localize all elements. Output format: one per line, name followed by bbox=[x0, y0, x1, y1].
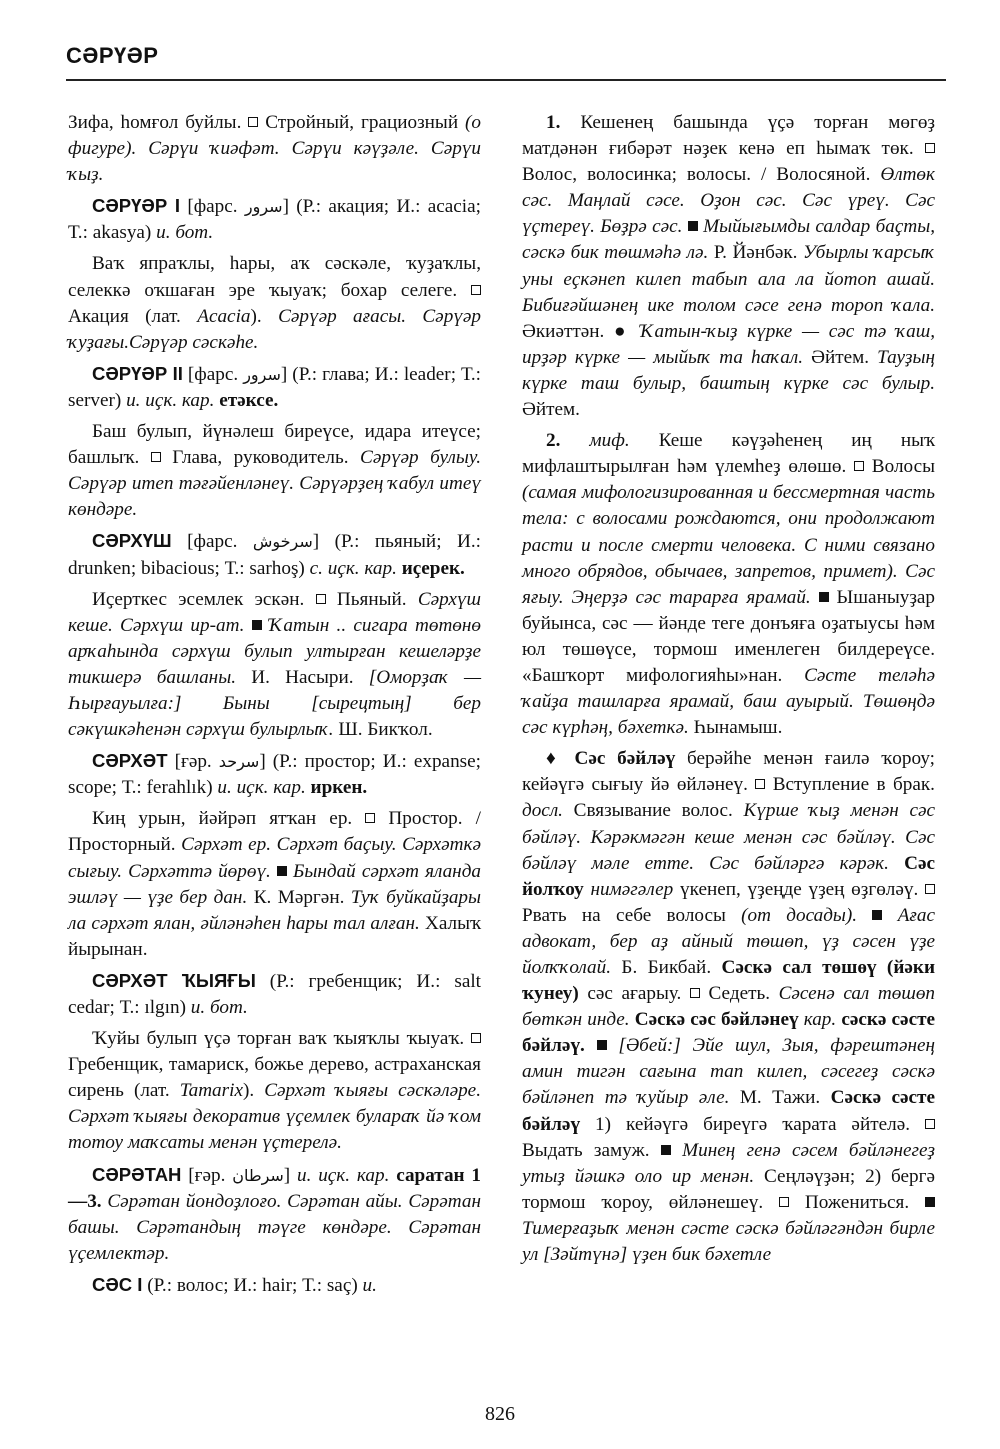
entry-text: Ваҡ япраҡлы, һары, аҡ сәскәле, ҡуҙаҡлы, селеккә оҡшаған эре ҡыуаҡ; бохар селеге. Акация (лат. Acacia). Сәрүәр ағасы. Сәрүәр ҡуҙағы.Сәрүәр сәскәһе. bbox=[68, 253, 481, 353]
entry-headword: СӘС I (Р.: волос; И.: hair; Т.: saç) и. bbox=[92, 1273, 377, 1296]
right-column bbox=[522, 110, 935, 1268]
entry-text: Ҡуйы булып үҫә торған ваҡ ҡыяҡлы ҡыуаҡ. Гребенщик, тамариск, божье дерево, астраханская сирень (лат. Tamarix). Сәрхәт ҡыяғы сәскәләре. Сәрхәт ҡыяғы декоратив үҫемлек булараҡ йә ҡом тотоу маҡсаты менән үҫтерелә. bbox=[68, 1028, 481, 1154]
header-rule bbox=[66, 79, 946, 81]
entry-headword: СӘРХӘТ ҠЫЯҒЫ (Р.: гребенщик; И.: salt cedar; Т.: ılgın) и. бот. bbox=[68, 969, 482, 1018]
entry-idioms: ♦ Сәс бәйләү берәйһе менән ғаилә ҡороу; кейәүгә сығыу йә өйләнеү. Вступление в брак. досл. Связывание волос. Күрше ҡыҙ менән сәс бәйләү. Кәрәкмәгән кеше менән сәс бәйләү. Сәс бәйләү мәле етте. Сәс бәйләргә кәрәк. Сәс йолҡоу нимәгәлер үкенеп, үҙеңде үҙең өҙгөләү. Рвать на себе волосы (от досады). Ағас адвокат, бер аҙ айный төшөп, үҙ сәсен үҙе йолҡҡолай. Б. Бикбай. Сәскә сал төшөү (йәки ҡунеу) сәс ағарыу. Седеть. Сәсенә сал төшөп бөткән инде. Сәскә сәс бәйләнеү кар. сәскә сәсте бәйләү. [Әбей:] Эйе шул, Зыя, фәрештәнең амин тигән сағына тап килеп, сәсегеҙ сәскә бәйләнеп тә ҡуйыр әле. М. Тажи. Сәскә сәсте бәйләү 1) кейәүгә биреүгә ҡарата әйтелә. Выдать замуж. Минең генә сәсем бәйләнегеҙ утыҙ йәшкә оло ир менән. Сеңләүҙән; 2) бергә тормош ҡороу, өйләнешеү. Пожениться. Тимерғаҙыҡ менән сәсте сәскә бәйләгәндән бирле ул [Зәйтүнә] үҙен бик бәхетле bbox=[522, 748, 936, 1266]
left-column bbox=[68, 110, 481, 1299]
entry-headword: СӘРӘТАН [ғәр. سرطان] и. иҫк. кар. саратан 1—3. Сәрәтан йондоҙлоғо. Сәрәтан айы. Сәрәтан башы. Сәрәтандың тәүге көндәре. Сәрәтан үҫемлектәр. bbox=[68, 1163, 482, 1264]
entry-text: Киң урын, йәйрәп ятҡан ер. Простор. / Просторный. Сәрхәт ер. Сәрхәт баҫыу. Сәрхәткә сығыу. Сәрхәттә йөрөү. Бындай сәрхәт яланда эшләү — үҙе бер дан. К. Мәргән. Туҡ буйкайҙары ла сәрхәт ялан, әйләнәһен һары тал алған. Халыҡ йырынан. bbox=[68, 808, 482, 960]
entry-text: Баш булып, йүнәлеш биреүсе, идара итеүсе; башлыҡ. Глава, руководитель. Сәрүәр булыу. Сәрүәр итеп тәғәйенләнеү. Сәрүәрҙең ҡабул итеү көндәре. bbox=[68, 421, 481, 521]
entry-text: Иҫерткес эсемлек эскән. Пьяный. Сәрхүш кеше. Сәрхүш ир-ат. Ҡатын .. сигара төтөнө арҡаһында сәрхүш булып ултырған кешеләрҙе тикшерә башланы. И. Насыри. [Оморҙаҡ — Һырғауылға:] Быны [сырецтың] бер сәкүшкәһенән сәрхүш булырлыҡ. Ш. Бикҡол. bbox=[68, 588, 482, 741]
entry-headword: СӘРҮӘР I [фарс. سرور] (Р.: акация; И.: acacia; Т.: akasya) и. бот. bbox=[68, 195, 481, 244]
entry-text: Зифа, һомғол буйлы. Стройный, грациозный (о фигуре). Сәрүи ҡиәфәт. Сәрүи кәүҙәле. Сәрүи ҡыҙ. bbox=[68, 112, 481, 186]
page-number: 826 bbox=[485, 1403, 515, 1425]
entry-headword: СӘРХҮШ [фарс. سرخوش] (Р.: пьяный; И.: drunken; bibacious; Т.: sarhoş) с. иҫк. кар. иҫерек. bbox=[68, 530, 481, 579]
entry-headword: СӘРҮӘР II [фарс. سرور] (Р.: глава; И.: leader; Т.: server) и. иҫк. кар. етәксе. bbox=[68, 362, 481, 411]
entry-sense: 1. Кешенең башында үҫә торған мөгөҙ матдәнән ғибәрәт нәҙек кенә еп һымаҡ төк. Волос, волосинка; волосы. / Волосяной. Өлтөк сәс. Маңлай сәсе. Оҙон сәс. Сәс үреү. Сәс үҫтереү. Бөҙрә сәс. Мыйығымды салдар баҫты, сәскә бик төшмәһә лә. Р. Йәнбәк. Убырлы ҡарсыҡ уны еҫкәнеп килеп табып ала ла йотоп ашай. Бибиғәйшәнең ике толом сәсе генә тороп ҡала. Әкиәттән. ● Ҡатын-ҡыҙ күрке — сәс тә ҡаш, ирҙәр күрке — мыйыҡ та һаҡал. Әйтем. Тауҙың күрке таш булыр, баштың күрке сәс булыр. Әйтем. bbox=[522, 112, 936, 421]
entry-sense: 2. миф. Кеше кәүҙәһенең иң ныҡ мифлаштырылған һәм үлемһеҙ өлөшө. Волосы (самая мифологизированная и бессмертная часть тела: с волосами рождаются, они продолжают расти и после смерти человека. С ними связано много обрядов, обычаев, запретов, примет). Сәс яғыу. Эңерҙә сәс тарарға ярамай. Ышаныуҙар буйынса, сәс — йәнде теге донъяға оҙатыусы һәм юл төшөүсе, тормош именлеген билдереүсе. «Башҡорт мифологияһы»нан. Сәсте теләһә ҡайҙа ташларға ярамай, баш ауырый. Төшөңдә сәс күрһәң, бәхеткә. Һынамыш. bbox=[522, 430, 936, 739]
running-head: СӘРҮӘР bbox=[66, 43, 159, 68]
entry-headword: СӘРХӘТ [ғәр. سرحد] (Р.: простор; И.: expanse; scope; Т.: ferahlık) и. иҫк. кар. иркен. bbox=[68, 750, 481, 799]
page-header bbox=[66, 42, 946, 70]
